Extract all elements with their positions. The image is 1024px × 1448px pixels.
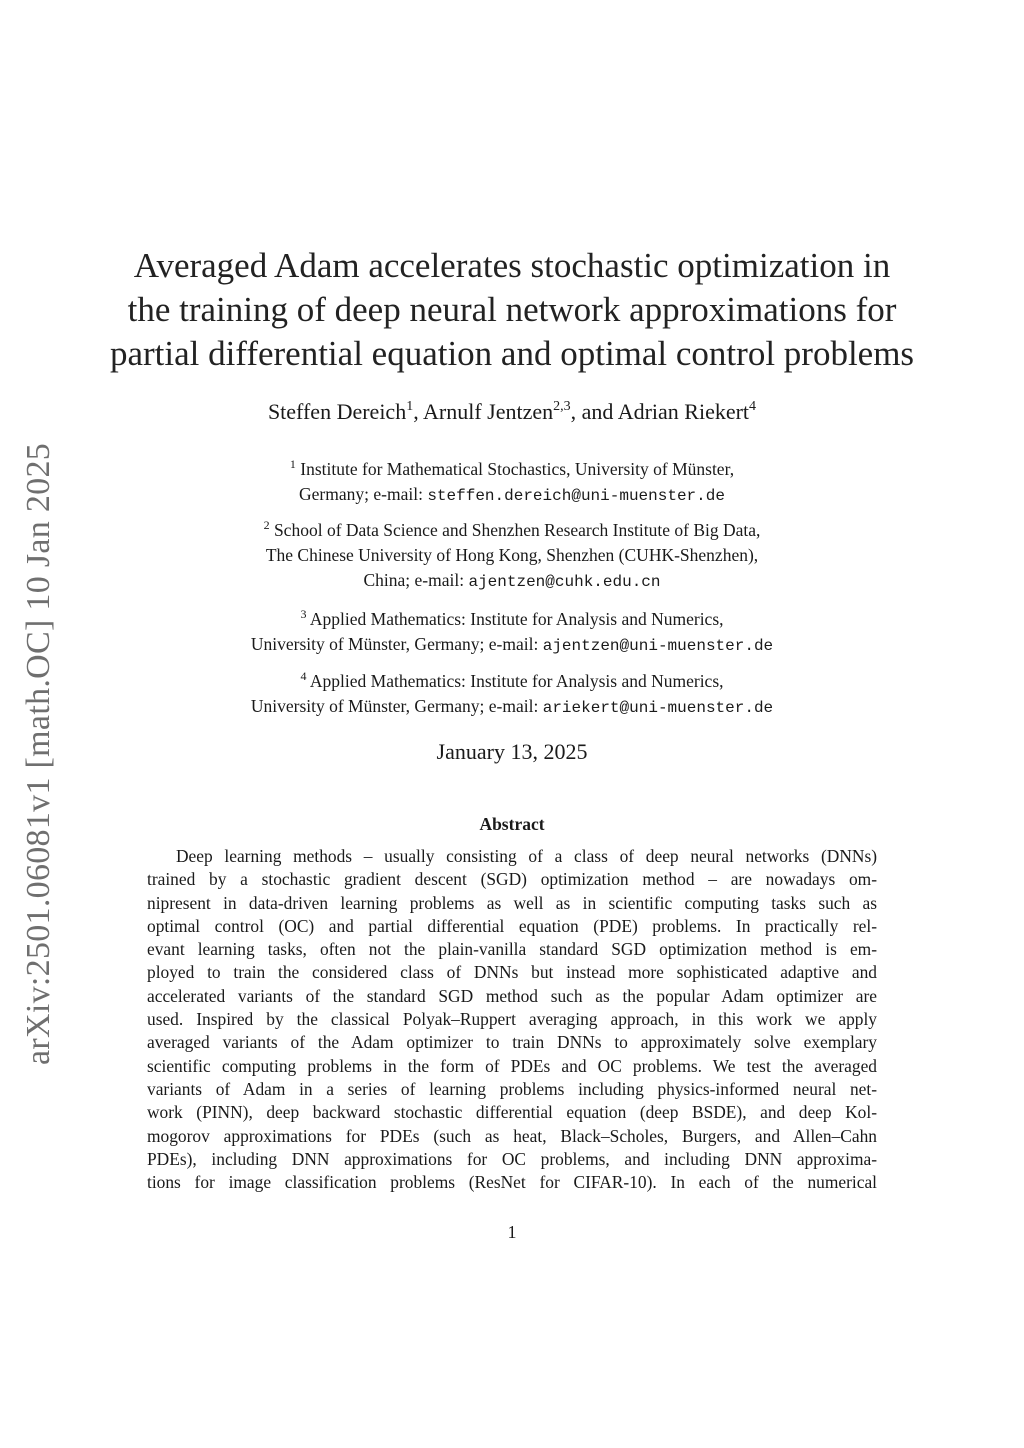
abstract-line: trained by a stochastic gradient descent (SGD) optimization method – are nowadays om-	[147, 869, 877, 890]
abstract-body	[147, 845, 877, 1194]
abstract-line: used. Inspired by the classical Polyak–Ruppert averaging approach, in this work we apply	[147, 1009, 877, 1030]
affiliation-2	[90, 518, 934, 595]
author-name: Arnulf Jentzen	[423, 399, 554, 424]
author-list	[90, 399, 934, 425]
author-affiliation-mark: 4	[749, 399, 757, 414]
affiliation-text: Applied Mathematics: Institute for Analysis and Numerics,	[309, 609, 724, 629]
affiliation-text: University of Münster, Germany; e-mail:	[250, 696, 543, 716]
arxiv-identifier-stamp: arXiv:2501.06081v1 [math.OC] 10 Jan 2025	[20, 442, 57, 1065]
affiliation-text: Applied Mathematics: Institute for Analysis and Numerics,	[309, 671, 724, 691]
abstract-line: work (PINN), deep backward stochastic differential equation (deep BSDE), and deep Kol-	[147, 1102, 877, 1123]
page-number: 1	[507, 1222, 517, 1242]
affiliation-text: School of Data Science and Shenzhen Research Institute of Big Data,	[273, 520, 761, 540]
affiliation-text: China; e-mail:	[363, 570, 469, 590]
abstract-line: variants of Adam in a series of learning problems including physics-informed neural net-	[147, 1078, 877, 1099]
publication-date: January 13, 2025	[436, 739, 588, 764]
abstract-line: Deep learning methods – usually consisting of a class of deep neural networks (DNNs)	[176, 846, 877, 866]
abstract-line: scientific computing problems in the form of PDEs and OC problems. We test the averaged	[147, 1055, 877, 1076]
affiliation-number: 3	[300, 607, 307, 621]
author-name: Adrian Riekert	[617, 399, 750, 424]
abstract-line: optimal control (OC) and partial differential equation (PDE) problems. In practically rel-	[147, 915, 877, 936]
abstract-line: evant learning tasks, often not the plain-vanilla standard SGD optimization method is em-	[147, 939, 877, 960]
abstract-heading: Abstract	[479, 814, 545, 834]
affiliation-1	[90, 457, 934, 509]
email-link[interactable]: steffen.dereich@uni-muenster.de	[427, 487, 725, 505]
affiliation-text: University of Münster, Germany; e-mail:	[250, 634, 543, 654]
title-line-1: Averaged Adam accelerates stochastic optimization in	[133, 246, 891, 285]
author-affiliation-mark: 2,3	[553, 399, 571, 414]
affiliation-4	[90, 669, 934, 721]
affiliation-text: Institute for Mathematical Stochastics, University of Münster,	[300, 459, 735, 479]
author-name: Steffen Dereich	[267, 399, 407, 424]
author-separator: , and	[570, 399, 618, 424]
abstract-line: tions for image classification problems (ResNet for CIFAR-10). In each of the numerical	[147, 1172, 877, 1193]
paper-title	[90, 244, 934, 376]
affiliation-number: 2	[263, 518, 270, 532]
affiliation-text: The Chinese University of Hong Kong, Shenzhen (CUHK-Shenzhen),	[265, 545, 759, 565]
affiliation-text: Germany; e-mail:	[299, 484, 428, 504]
abstract-line: PDEs), including DNN approximations for OC problems, and including DNN approxima-	[147, 1148, 877, 1169]
abstract-line: nipresent in data-driven learning problems as well as in scientific computing tasks such as	[147, 892, 877, 913]
abstract-line: averaged variants of the Adam optimizer to train DNNs to approximately solve exemplary	[147, 1032, 877, 1053]
author-separator: ,	[413, 399, 423, 424]
email-link[interactable]: ajentzen@uni-muenster.de	[542, 637, 774, 655]
author-affiliation-mark: 1	[406, 399, 414, 414]
affiliation-3	[90, 607, 934, 659]
abstract-line: mogorov approximations for PDEs (such as heat, Black–Scholes, Burgers, and Allen–Cahn	[147, 1125, 877, 1146]
email-link[interactable]: ariekert@uni-muenster.de	[542, 699, 774, 717]
affiliation-number: 4	[300, 669, 307, 683]
abstract-line: ployed to train the considered class of DNNs but instead more sophisticated adaptive and	[147, 962, 877, 983]
affiliation-number: 1	[289, 457, 296, 471]
title-line-3: partial differential equation and optimal control problems	[109, 334, 915, 373]
title-line-2: the training of deep neural network approximations for	[127, 290, 897, 329]
email-link[interactable]: ajentzen@cuhk.edu.cn	[468, 573, 661, 591]
abstract-line: accelerated variants of the standard SGD method such as the popular Adam optimizer are	[147, 985, 877, 1006]
